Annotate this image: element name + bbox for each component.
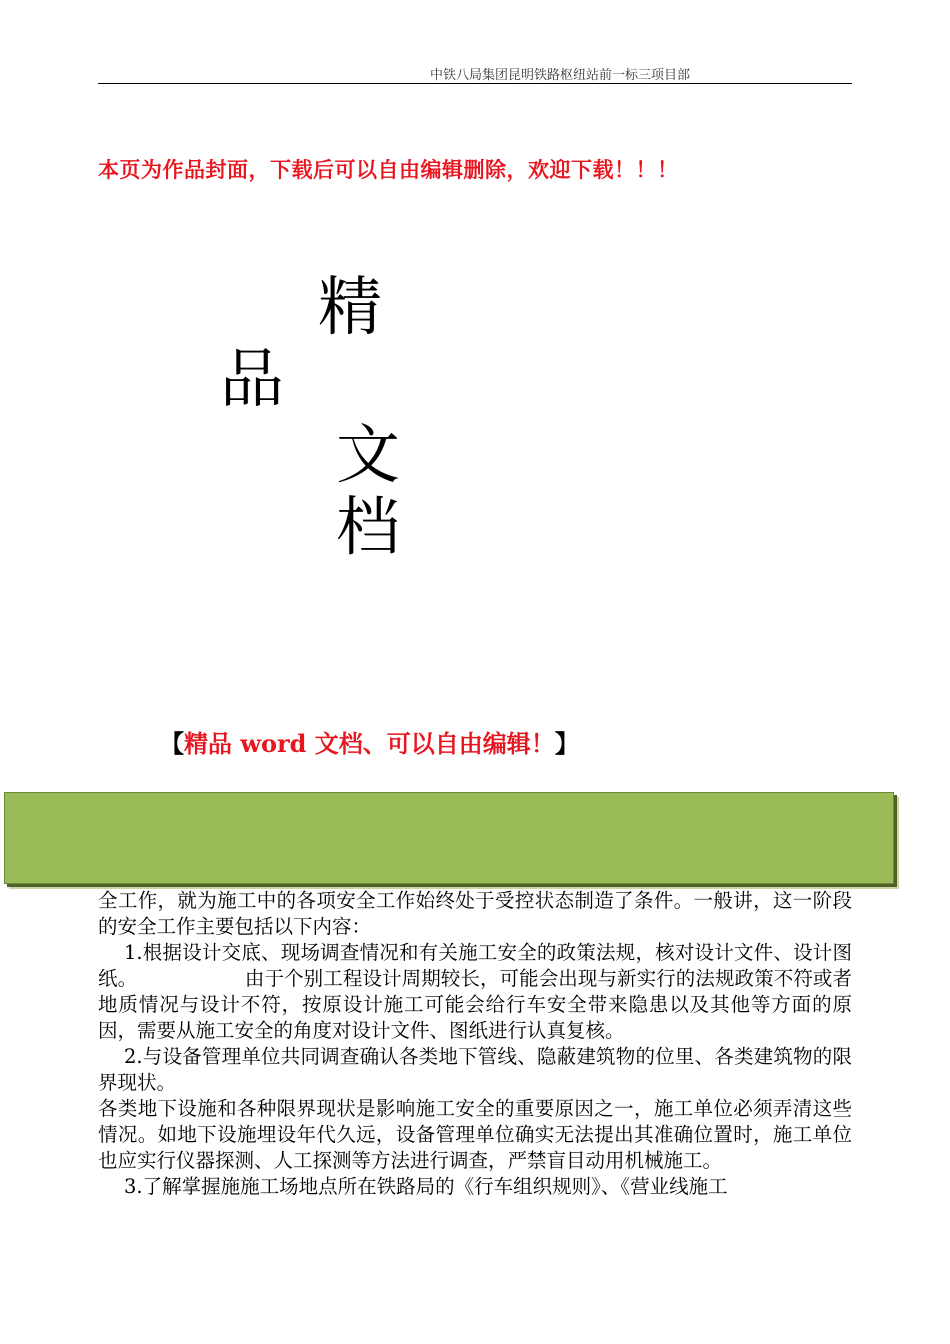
cover-char-jing: 精: [318, 271, 382, 345]
subtitle-close-bracket: 】: [554, 729, 579, 758]
body-paragraph-4: 各类地下设施和各种限界现状是影响施工安全的重要原因之一，施工单位必须弄清这些情况。如地下设施埋设年代久远，设备管理单位确实无法提出其准确位置时，施工单位也应实行仪器探测、人工探测等方法进行调查，严禁盲目动用机械施工。: [98, 1097, 852, 1172]
cover-notice: 本页为作品封面，下载后可以自由编辑删除，欢迎下载！！！: [98, 158, 679, 182]
cover-char-pin: 品: [220, 343, 284, 417]
body-paragraph-1: 全工作，就为施工中的各项安全工作始终处于受控状态制造了条件。一般讲，这一阶段的安全工作主要包括以下内容：: [98, 889, 852, 938]
header-divider: [98, 83, 852, 84]
cover-char-dang: 档: [336, 491, 400, 565]
green-banner: [4, 792, 894, 884]
body-paragraph-3: 2.与设备管理单位共同调查确认各类地下管线、隐蔽建筑物的位里、各类建筑物的限界现状。: [98, 1045, 852, 1094]
subtitle-text: 精品 word 文档、可以自由编辑！: [184, 729, 555, 758]
body-paragraph-5: 3.了解掌握施施工场地点所在铁路局的《行车组织规则》、《营业线施工: [124, 1175, 728, 1198]
document-body: [98, 888, 852, 1200]
cover-subtitle: [160, 724, 579, 759]
body-paragraph-2: 1.根据设计交底、现场调查情况和有关施工安全的政策法规，核对设计文件、设计图纸。 由于个别工程设计周期较长，可能会出现与新实行的法规政策不符或者地质情况与设计不符，按原设计施工可能会给行车安全带来隐患以及其他等方面的原因，需要从施工安全的角度对设计文件、图纸进行认真复核。: [98, 941, 852, 1042]
cover-char-wen: 文: [336, 419, 400, 493]
subtitle-open-bracket: 【: [160, 729, 184, 758]
header-title: 中铁八局集团昆明铁路枢纽站前一标三项目部: [429, 68, 690, 83]
